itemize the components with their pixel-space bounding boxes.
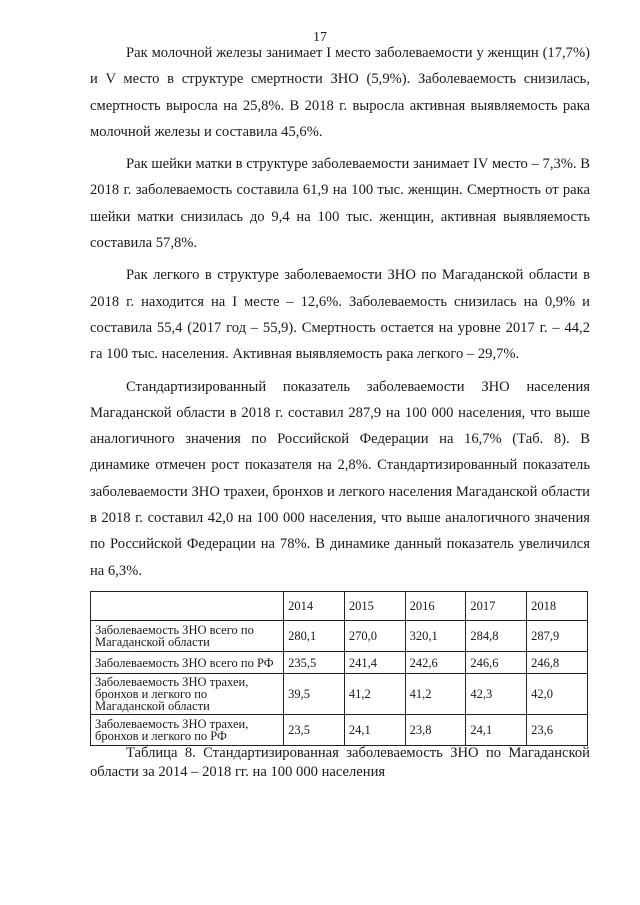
table-cell: 284,8 xyxy=(466,621,527,652)
table-cell: 242,6 xyxy=(405,652,466,674)
paragraph-standardized-rate: Стандартизированный показатель заболеваемости ЗНО населения Магаданской области в 2018 г. составил 287,9 на 100 000 населения, что выше аналогичного значения по Российской Федерации на 16,7% (Таб. 8). В динамике отмечен рост показателя на 2,8%. Стандартизированный показатель заболеваемости ЗНО трахеи, бронхов и легкого населения Магаданской области в 2018 г. составил 42,0 на 100 000 населения, что выше аналогичного значения по Российской Федерации на 78%. В динамике данный показатель увеличился на 6,3%. xyxy=(90,378,590,579)
table-header-year: 2018 xyxy=(527,592,588,621)
table-header-year: 2017 xyxy=(466,592,527,621)
table-row xyxy=(91,621,588,652)
row-label: Заболеваемость ЗНО трахеи, бронхов и легкого по Магаданской области xyxy=(91,674,284,715)
table-cell: 23,8 xyxy=(405,715,466,746)
table-cell: 246,6 xyxy=(466,652,527,674)
table-cell: 23,6 xyxy=(527,715,588,746)
table-cell: 241,4 xyxy=(344,652,405,674)
incidence-table xyxy=(90,591,588,746)
row-label: Заболеваемость ЗНО всего по Магаданской области xyxy=(91,621,284,652)
table-cell: 280,1 xyxy=(284,621,345,652)
table-cell: 41,2 xyxy=(405,674,466,715)
table-header-year: 2015 xyxy=(344,592,405,621)
body-text xyxy=(90,40,590,584)
table-header-row xyxy=(91,592,588,621)
row-label: Заболеваемость ЗНО всего по РФ xyxy=(91,652,284,674)
table-cell: 287,9 xyxy=(527,621,588,652)
table-cell: 24,1 xyxy=(466,715,527,746)
table-header-year: 2016 xyxy=(405,592,466,621)
table-cell: 42,0 xyxy=(527,674,588,715)
table-cell: 235,5 xyxy=(284,652,345,674)
table-cell: 41,2 xyxy=(344,674,405,715)
table-cell: 320,1 xyxy=(405,621,466,652)
paragraph-lung-cancer: Рак легкого в структуре заболеваемости ЗНО по Магаданской области в 2018 г. находится на I месте – 12,6%. Заболеваемость снизилась на 0,9% и составила 55,4 (2017 год – 55,9). Смертность остается на уровне 2017 г. – 44,2 га 100 тыс. населения. Активная выявляемость рака легкого – 29,7%. xyxy=(90,267,590,363)
table-cell: 42,3 xyxy=(466,674,527,715)
table-row xyxy=(91,674,588,715)
table-row xyxy=(91,652,588,674)
table-row xyxy=(91,715,588,746)
table-cell: 23,5 xyxy=(284,715,345,746)
paragraph-breast-cancer: Рак молочной железы занимает I место заболеваемости у женщин (17,7%) и V место в структуре смертности ЗНО (5,9%). Заболеваемость снизилась, смертность выросла на 25,8%. В 2018 г. выросла активная выявляемость рака молочной железы и составила 45,6%. xyxy=(90,45,590,140)
table-caption: Таблица 8. Стандартизированная заболеваемость ЗНО по Магаданской области за 2014 – 2018 гг. на 100 000 населения xyxy=(90,745,590,780)
table-cell: 39,5 xyxy=(284,674,345,715)
paragraph-cervical-cancer: Рак шейки матки в структуре заболеваемости занимает IV место – 7,3%. В 2018 г. заболеваемость составила 61,9 на 100 тыс. женщин. Смертность от рака шейки матки снизилась до 9,4 на 100 тыс. женщин, активная выявляемость составила 57,8%. xyxy=(90,156,590,252)
table-header-year: 2014 xyxy=(284,592,345,621)
table-cell: 24,1 xyxy=(344,715,405,746)
page-number: 17 xyxy=(313,30,327,45)
row-label: Заболеваемость ЗНО трахеи, бронхов и легкого по РФ xyxy=(91,715,284,746)
table-cell: 246,8 xyxy=(527,652,588,674)
table-header-empty xyxy=(91,592,284,621)
table-cell: 270,0 xyxy=(344,621,405,652)
